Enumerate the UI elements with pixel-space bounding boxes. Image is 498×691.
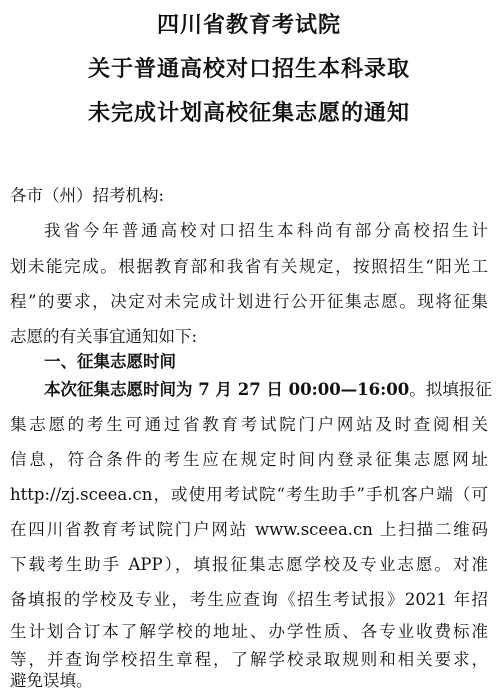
body-line: 备填报的学校及专业，考生应查询《招生考试报》2021 年招: [10, 590, 488, 609]
document-title-line-1: 四川省教育考试院: [156, 13, 341, 38]
intro-line: 我省今年普通高校对口招生本科尚有部分高校招生计: [44, 221, 488, 240]
body-line: 避免误填。: [10, 671, 93, 690]
document-title-line-3: 未完成计划高校征集志愿的通知: [87, 101, 410, 126]
salutation: 各市（州）招考机构:: [10, 186, 165, 205]
body-line: 信息，符合条件的考生应在规定时间内登录征集志愿网址: [10, 450, 488, 469]
time-emphasis: 本次征集志愿时间为 7 月 27 日 00:00—16:00: [44, 380, 410, 399]
body-line: http://zj.sceea.cn，或使用考试院“考生助手”手机客户端（可: [10, 485, 488, 504]
body-line: 集志愿的考生可通过省教育考试院门户网站及时查阅相关: [10, 415, 488, 434]
section-heading: 一、征集志愿时间: [44, 352, 176, 371]
body-line: 生计划合订本了解学校的地址、办学性质、各专业收费标准: [10, 622, 488, 641]
intro-line: 程”的要求，决定对未完成计划进行公开征集志愿。现将征集: [10, 292, 488, 311]
body-line: 等，并查询学校招生章程，了解学校录取规则和相关要求，: [10, 650, 488, 669]
body-line: 下载考生助手 APP），填报征集志愿学校及专业志愿。对准: [10, 555, 488, 574]
document-title-line-2: 关于普通高校对口招生本科录取: [87, 57, 410, 82]
intro-line: 志愿的有关事宜通知如下:: [10, 327, 198, 346]
body-line: 在四川省教育考试院门户网站 www.sceea.cn 上扫描二维码: [10, 520, 488, 539]
lead-rest: 。拟填报征: [409, 380, 492, 399]
intro-line: 划未能完成。根据教育部和我省有关规定，按照招生“阳光工: [10, 257, 488, 276]
section-lead-line: [0, 380, 498, 400]
